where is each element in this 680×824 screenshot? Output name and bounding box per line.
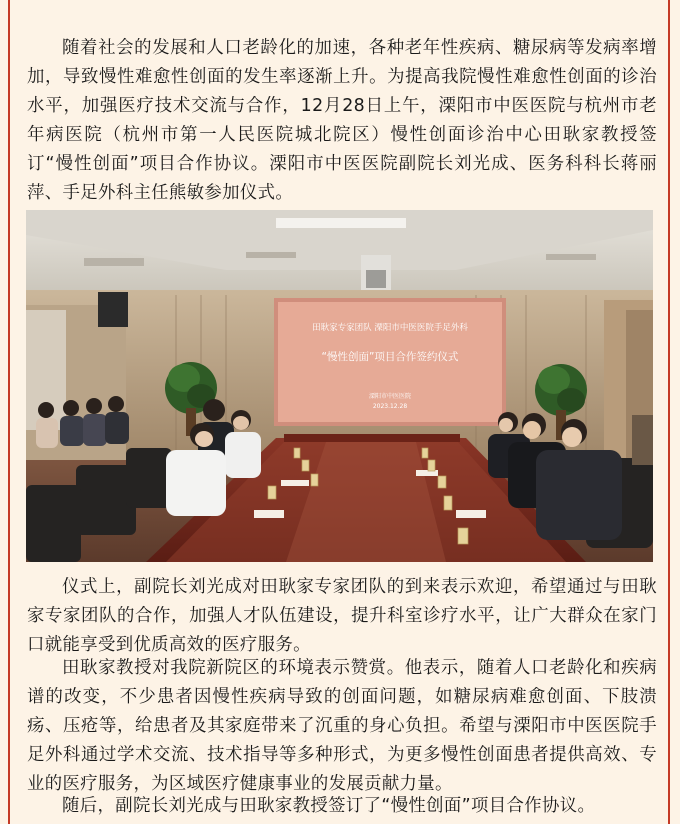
article-paragraph-professor-remarks: 田耿家教授对我院新院区的环境表示赞赏。他表示，随着人口老龄化和疾病谱的改变，不少患者因慢性疾病导致的创面问题，如糖尿病难愈创面、下肢溃疡、压疮等，给患者及其家庭带来了沉重的身心负担。希望与溧阳市中医医院手足外科通过学术交流、技术指导等多种形式，为更多慢性创面患者提供高效、专业的医疗服务，为区域医疗健康事业的发展贡献力量。	[27, 658, 657, 794]
article-paragraph-intro: 随着社会的发展和人口老龄化的加速，各种老年性疾病、糖尿病等发病率增加，导致慢性难愈性创面的发生率逐渐上升。为提高我院慢性难愈性创面的诊治水平，加强医疗技术交流与合作，12月28日上午，溧阳市中医医院与杭州市老年病医院（杭州市第一人民医院城北院区）慢性创面诊治中心田耿家教授签订“慢性创面”项目合作协议。溧阳市中医医院副院长刘光成、医务科科长蒋丽萍、手足外科主任熊敏参加仪式。	[27, 38, 657, 203]
screen-banner-line1: 田耿家专家团队 溧阳市中医医院手足外科	[312, 323, 468, 333]
screen-banner-date: 2023.12.28	[372, 403, 408, 410]
article-paragraph-welcome: 仪式上，副院长刘光成对田耿家专家团队的到来表示欢迎，希望通过与田耿家专家团队的合作，加强人才队伍建设，提升科室诊疗水平，让广大群众在家门口就能享受到优质高效的医疗服务。	[27, 577, 657, 655]
article-paragraph-signing: 随后，副院长刘光成与田耿家教授签订了“慢性创面”项目合作协议。	[62, 796, 596, 816]
screen-banner-title: “慢性创面”项目合作签约仪式	[321, 351, 459, 363]
ceremony-photo	[26, 210, 653, 562]
screen-banner-host: 溧阳市中医医院	[368, 393, 412, 400]
